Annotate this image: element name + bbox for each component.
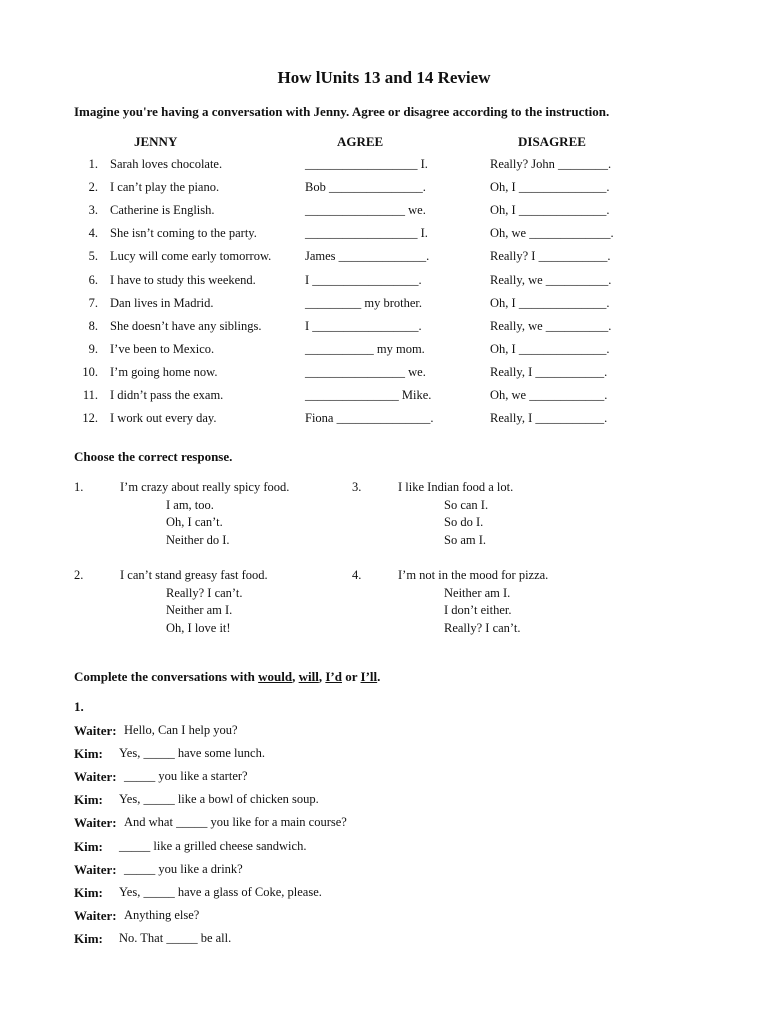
disagree-response: Really? I ___________. — [490, 249, 611, 263]
item-number: 1. — [88, 157, 98, 171]
item-number: 5. — [88, 249, 98, 263]
item-number: 3. — [88, 203, 98, 217]
response-option[interactable]: So can I. — [444, 497, 489, 512]
disagree-response: Oh, I ______________. — [490, 296, 610, 310]
speaker-label: Kim: — [74, 885, 103, 900]
dialogue-line: Anything else? — [124, 908, 200, 922]
dialogue-line: _____ you like a starter? — [124, 769, 248, 783]
separator: , — [292, 669, 299, 684]
disagree-response: Oh, I ______________. — [490, 203, 610, 217]
item-number: 2. — [88, 180, 98, 194]
jenny-statement: I didn’t pass the exam. — [110, 388, 224, 402]
item-number: 10. — [82, 365, 98, 379]
instruction-text: Complete the conversations with — [74, 669, 259, 684]
word-ill: I’ll — [360, 669, 378, 684]
item-number: 4. — [88, 226, 98, 240]
instruction-end: . — [377, 669, 381, 684]
agree-response: I _________________. — [305, 273, 422, 287]
response-option[interactable]: I don’t either. — [444, 603, 512, 617]
jenny-statement: I’ve been to Mexico. — [110, 342, 215, 356]
word-id: I’d — [325, 669, 342, 684]
agree-response: I _________________. — [305, 319, 422, 333]
dialogue-line: _____ you like a drink? — [124, 862, 243, 876]
jenny-statement: I have to study this weekend. — [110, 273, 256, 287]
question-prompt: I’m not in the mood for pizza. — [398, 568, 549, 582]
disagree-response: Really, we __________. — [490, 319, 612, 333]
response-option[interactable]: Oh, I love it! — [166, 620, 231, 635]
response-option[interactable]: Really? I can’t. — [166, 585, 243, 600]
question-prompt: I like Indian food a lot. — [398, 480, 514, 494]
agree-response: __________________ I. — [305, 157, 428, 171]
section1-instruction: Imagine you're having a conversation with Jenny. Agree or disagree according to the instruction. — [74, 104, 610, 119]
agree-response: ___________ my mom. — [305, 342, 425, 356]
jenny-statement: She doesn’t have any siblings. — [110, 319, 262, 333]
response-option[interactable]: Neither do I. — [166, 532, 230, 547]
agree-response: _______________ Mike. — [305, 388, 432, 402]
disagree-response: Oh, I ______________. — [490, 342, 610, 356]
jenny-statement: Catherine is English. — [110, 203, 215, 217]
jenny-statement: Sarah loves chocolate. — [110, 157, 223, 171]
disagree-response: Really, we __________. — [490, 273, 612, 287]
conversation-number: 1. — [74, 699, 84, 714]
separator: or — [341, 669, 361, 684]
response-option[interactable]: So do I. — [444, 515, 484, 529]
speaker-label: Kim: — [74, 839, 103, 854]
speaker-label: Waiter: — [74, 723, 117, 738]
section3-instruction — [74, 669, 380, 685]
item-number: 6. — [88, 273, 98, 287]
response-option[interactable]: Oh, I can’t. — [166, 515, 223, 529]
disagree-response: Really, I ___________. — [490, 365, 608, 379]
item-number: 12. — [82, 411, 98, 425]
disagree-response: Oh, we ____________. — [490, 388, 608, 402]
agree-response: ________________ we. — [305, 365, 426, 379]
disagree-response: Really, I ___________. — [490, 411, 608, 425]
disagree-response: Oh, I ______________. — [490, 180, 610, 194]
col-header-disagree: DISAGREE — [518, 134, 586, 149]
jenny-statement: I work out every day. — [110, 411, 217, 425]
agree-response: __________________ I. — [305, 226, 428, 240]
item-number: 8. — [88, 319, 98, 333]
word-will: will — [298, 669, 319, 684]
speaker-label: Waiter: — [74, 908, 117, 923]
agree-response: ________________ we. — [305, 203, 426, 217]
item-number: 7. — [88, 296, 98, 310]
agree-response: _________ my brother. — [305, 296, 423, 310]
speaker-label: Waiter: — [74, 815, 117, 830]
speaker-label: Kim: — [74, 931, 103, 946]
response-option[interactable]: Neither am I. — [444, 585, 511, 600]
dialogue-line: Yes, _____ like a bowl of chicken soup. — [119, 792, 319, 806]
dialogue-line: Yes, _____ have a glass of Coke, please. — [119, 885, 322, 899]
question-number: 2. — [74, 568, 84, 582]
item-number: 11. — [82, 388, 98, 402]
speaker-label: Kim: — [74, 746, 103, 761]
col-header-agree: AGREE — [337, 134, 384, 149]
response-option[interactable]: Neither am I. — [166, 603, 233, 617]
jenny-statement: Lucy will come early tomorrow. — [110, 249, 272, 263]
dialogue-line: And what _____ you like for a main course? — [124, 815, 347, 829]
agree-response: Fiona _______________. — [305, 411, 434, 425]
word-would: would — [258, 669, 293, 684]
question-prompt: I can’t stand greasy fast food. — [120, 568, 268, 582]
speaker-label: Waiter: — [74, 769, 117, 784]
question-number: 1. — [74, 480, 84, 494]
dialogue-line: Hello, Can I help you? — [124, 723, 238, 737]
jenny-statement: Dan lives in Madrid. — [110, 296, 214, 310]
section2-instruction: Choose the correct response. — [74, 449, 233, 464]
question-number: 3. — [352, 480, 362, 494]
response-option[interactable]: So am I. — [444, 532, 487, 547]
separator: , — [318, 669, 326, 684]
agree-response: James ______________. — [305, 249, 430, 263]
response-option[interactable]: Really? I can’t. — [444, 620, 521, 635]
page-title: How lUnits 13 and 14 Review — [277, 68, 491, 87]
agree-response: Bob _______________. — [305, 180, 426, 194]
item-number: 9. — [88, 342, 98, 356]
jenny-statement: She isn’t coming to the party. — [110, 226, 257, 240]
dialogue-line: No. That _____ be all. — [119, 931, 232, 945]
dialogue-line: _____ like a grilled cheese sandwich. — [119, 839, 307, 853]
col-header-jenny: JENNY — [134, 134, 178, 149]
question-prompt: I’m crazy about really spicy food. — [120, 480, 290, 494]
dialogue-line: Yes, _____ have some lunch. — [119, 746, 265, 760]
speaker-label: Kim: — [74, 792, 103, 807]
disagree-response: Oh, we _____________. — [490, 226, 614, 240]
jenny-statement: I can’t play the piano. — [110, 180, 220, 194]
question-number: 4. — [352, 568, 362, 582]
jenny-statement: I’m going home now. — [110, 365, 218, 379]
response-option[interactable]: I am, too. — [166, 497, 214, 512]
speaker-label: Waiter: — [74, 862, 117, 877]
disagree-response: Really? John ________. — [490, 157, 612, 171]
